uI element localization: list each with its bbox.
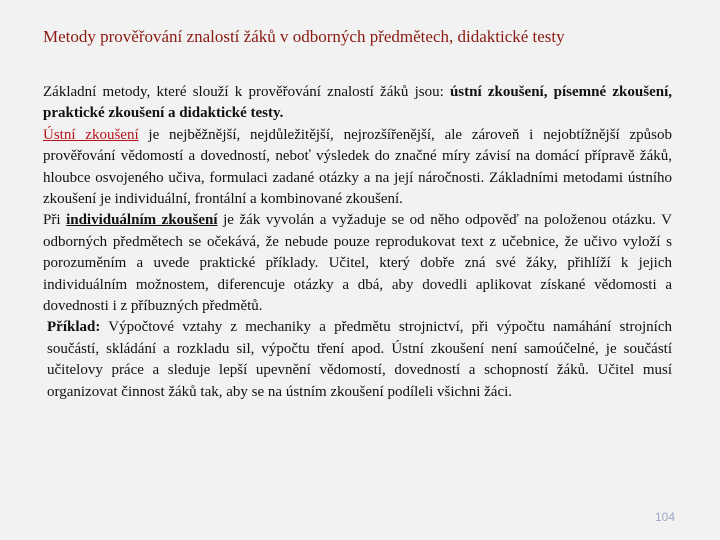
oral-exam-term: Ústní zkoušení bbox=[43, 126, 139, 143]
paragraph-individual-exam bbox=[43, 210, 672, 317]
paragraph-example bbox=[43, 317, 672, 403]
example-text: Výpočtové vztahy z mechaniky a předmětu strojnictví, při výpočtu namáhání strojních součástí, skládání a rozkladu sil, výpočtu tření apod. Ústní zkoušení není samoúčelné, je součástí učitelovy práce a sleduje lepší upevnění vědomostí, dovedností a schopností žáků. Učitel musí organizovat činnost žáků tak, aby se na ústním zkoušení podíleli všichni žáci. bbox=[47, 319, 672, 400]
slide-title: Metody prověřování znalostí žáků v odborných předmětech, didaktické testy bbox=[43, 27, 565, 46]
individual-exam-term: individuálním zkoušení bbox=[66, 212, 218, 229]
individual-exam-text: je žák vyvolán a vyžaduje se od něho odpověď na položenou otázku. V odborných předmětech se očekává, že nebude pouze reprodukovat text z učebnice, že učivo vyloží s porozuměním a uvede praktické příklady. Učitel, který dobře zná své žáky, přihlíží k jejich individuálním možnostem, diferencuje otázky a dbá, aby dovedli aplikovat získané vědomosti a dovednosti i z příbuzných předmětů. bbox=[43, 212, 672, 315]
oral-exam-text: je nejběžnější, nejdůležitější, nejrozšířenější, ale zároveň i nejobtížnější způsob prověřování vědomostí a dovedností, neboť výsledek do značné míry závisí na domácí přípravě žáků, hloubce osvojeného učiva, formulaci zadané otázky a na její náročnosti. Základními metodami ústního zkoušení je individuální, frontální a kombinované zkoušení. bbox=[43, 126, 673, 208]
page-number: 104 bbox=[655, 510, 676, 524]
basic-methods-list: ústní zkoušení, písemné zkoušení, praktické zkoušení a didaktické testy. bbox=[43, 84, 672, 122]
individual-exam-lead: Při bbox=[43, 212, 67, 229]
paragraph-basic-methods bbox=[43, 82, 672, 125]
paragraph-oral-exam bbox=[43, 125, 672, 211]
basic-methods-text: Základní metody, které slouží k prověřování znalostí žáků jsou: bbox=[43, 84, 450, 100]
example-label: Příklad: bbox=[47, 319, 101, 336]
slide-body bbox=[43, 82, 672, 403]
